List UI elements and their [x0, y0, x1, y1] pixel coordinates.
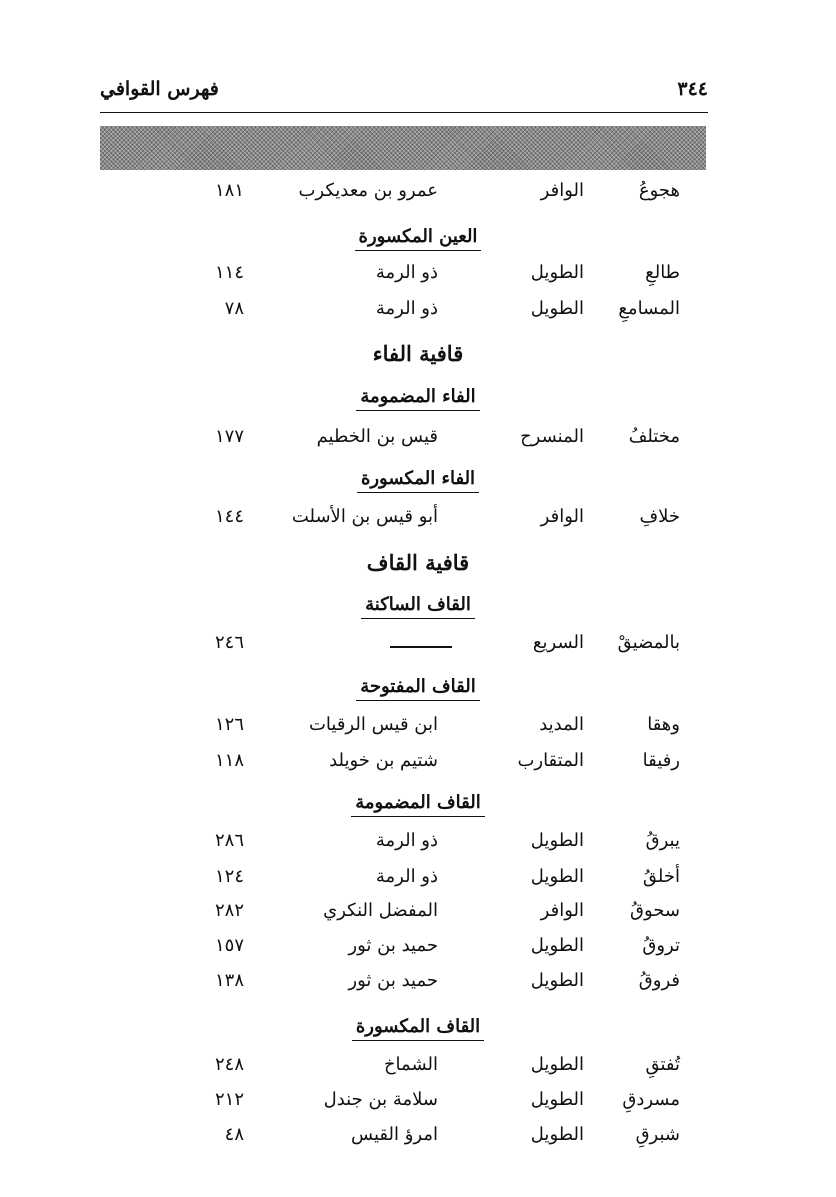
index-row	[0, 1124, 836, 1158]
rhyme-word: مختلفُ	[628, 426, 680, 447]
rhyme-word: شبرقِ	[635, 1124, 680, 1145]
page-ref: ١٣٨	[214, 970, 244, 991]
heading-fa-madmuma: الفاء المضمومة	[356, 386, 479, 411]
section-heading	[0, 386, 836, 411]
meter: المديد	[539, 714, 584, 735]
heading-qaf-sakina: القاف الساكنة	[361, 594, 475, 619]
poet: شتيم بن خويلد	[329, 750, 438, 771]
meter: المنسرح	[520, 426, 584, 447]
meter: الوافر	[540, 900, 584, 921]
poet: حميد بن ثور	[348, 935, 438, 956]
page-ref: ١١٨	[214, 750, 244, 771]
index-row	[0, 298, 836, 332]
page-ref: ١٤٤	[214, 506, 244, 527]
rhyme-word: تُفتقِ	[645, 1054, 680, 1075]
poet: أبو قيس بن الأسلت	[291, 506, 438, 527]
meter: المتقارب	[517, 750, 584, 771]
rhyme-word: هجوعُ	[638, 180, 680, 201]
gray-band	[100, 126, 706, 170]
poet: المفضل النكري	[323, 900, 438, 921]
rhyme-word: مسردقِ	[622, 1089, 680, 1110]
meter: الطويل	[530, 830, 584, 851]
poet: عمرو بن معديكرب	[298, 180, 438, 201]
rhyme-word: أخلقُ	[642, 866, 680, 887]
rhyme-word: وهقا	[647, 714, 680, 735]
poet: ذو الرمة	[375, 262, 438, 283]
poet: ذو الرمة	[375, 866, 438, 887]
page-ref: ١٢٤	[214, 866, 244, 887]
page-ref: ١٧٧	[214, 426, 244, 447]
meter: الطويل	[530, 262, 584, 283]
meter: الوافر	[540, 506, 584, 527]
rhyme-word: فروقُ	[638, 970, 680, 991]
page-header	[100, 74, 708, 114]
poet: امرؤ القيس	[351, 1124, 438, 1145]
index-row	[0, 632, 836, 666]
rhyme-word: المسامعِ	[618, 298, 680, 319]
page-ref: ١٥٧	[214, 935, 244, 956]
rhyme-word: طالعِ	[645, 262, 680, 283]
index-row	[0, 180, 836, 214]
page-ref: ٢٤٦	[214, 632, 244, 653]
running-title: فهرس القوافي	[100, 78, 219, 100]
index-row	[0, 506, 836, 540]
meter: الطويل	[530, 866, 584, 887]
heading-qaf-madmuma: القاف المضمومة	[351, 792, 485, 817]
page-ref: ٢٤٨	[214, 1054, 244, 1075]
index-row	[0, 262, 836, 296]
major-heading	[0, 550, 836, 575]
index-row	[0, 714, 836, 748]
index-row	[0, 1089, 836, 1123]
page-number: ٣٤٤	[677, 78, 708, 100]
poet: سلامة بن جندل	[323, 1089, 438, 1110]
section-heading	[0, 1016, 836, 1041]
heading-qaf-maksura: القاف المكسورة	[352, 1016, 484, 1041]
meter: الطويل	[530, 1089, 584, 1110]
header-rule	[100, 112, 708, 113]
meter: الوافر	[540, 180, 584, 201]
heading-ain-maksura: العين المكسورة	[355, 226, 482, 251]
meter: الطويل	[530, 970, 584, 991]
meter: الطويل	[530, 298, 584, 319]
poet: قيس بن الخطيم	[316, 426, 438, 447]
rhyme-word: تروقُ	[642, 935, 680, 956]
poet: ابن قيس الرقيات	[308, 714, 438, 735]
heading-qafiyat-al-fa: قافية الفاء	[372, 341, 464, 366]
section-heading	[0, 792, 836, 817]
heading-qafiyat-al-qaf: قافية القاف	[366, 550, 470, 575]
index-row	[0, 426, 836, 460]
page-ref: ١١٤	[214, 262, 244, 283]
rhyme-word: رفيقا	[642, 750, 680, 771]
heading-qaf-maftuha: القاف المفتوحة	[356, 676, 480, 701]
index-row	[0, 830, 836, 864]
rhyme-word: سحوقُ	[630, 900, 680, 921]
section-heading	[0, 468, 836, 493]
index-row	[0, 1054, 836, 1088]
poet: ذو الرمة	[375, 298, 438, 319]
section-heading	[0, 594, 836, 619]
index-row	[0, 970, 836, 1004]
index-row	[0, 750, 836, 784]
poet: الشماخ	[383, 1054, 438, 1075]
poet: ذو الرمة	[375, 830, 438, 851]
index-row	[0, 935, 836, 969]
meter: الطويل	[530, 1054, 584, 1075]
page-ref: ٢١٢	[214, 1089, 244, 1110]
section-heading	[0, 226, 836, 251]
page-ref: ٢٨٢	[214, 900, 244, 921]
meter: السريع	[532, 632, 584, 653]
page-ref: ٢٨٦	[214, 830, 244, 851]
page-ref: ٤٨	[224, 1124, 244, 1145]
rhyme-word: بالمضيقْ	[617, 632, 680, 653]
poet: حميد بن ثور	[348, 970, 438, 991]
page-ref: ١٨١	[214, 180, 244, 201]
major-heading	[0, 341, 836, 366]
rhyme-word: خلافِ	[639, 506, 680, 527]
heading-fa-maksura: الفاء المكسورة	[357, 468, 479, 493]
index-row	[0, 866, 836, 900]
page-ref: ١٢٦	[214, 714, 244, 735]
section-heading	[0, 676, 836, 701]
meter: الطويل	[530, 935, 584, 956]
poet-unknown-dash	[390, 636, 452, 657]
index-row	[0, 900, 836, 934]
meter: الطويل	[530, 1124, 584, 1145]
rhyme-word: يبرقُ	[645, 830, 680, 851]
page-ref: ٧٨	[224, 298, 244, 319]
